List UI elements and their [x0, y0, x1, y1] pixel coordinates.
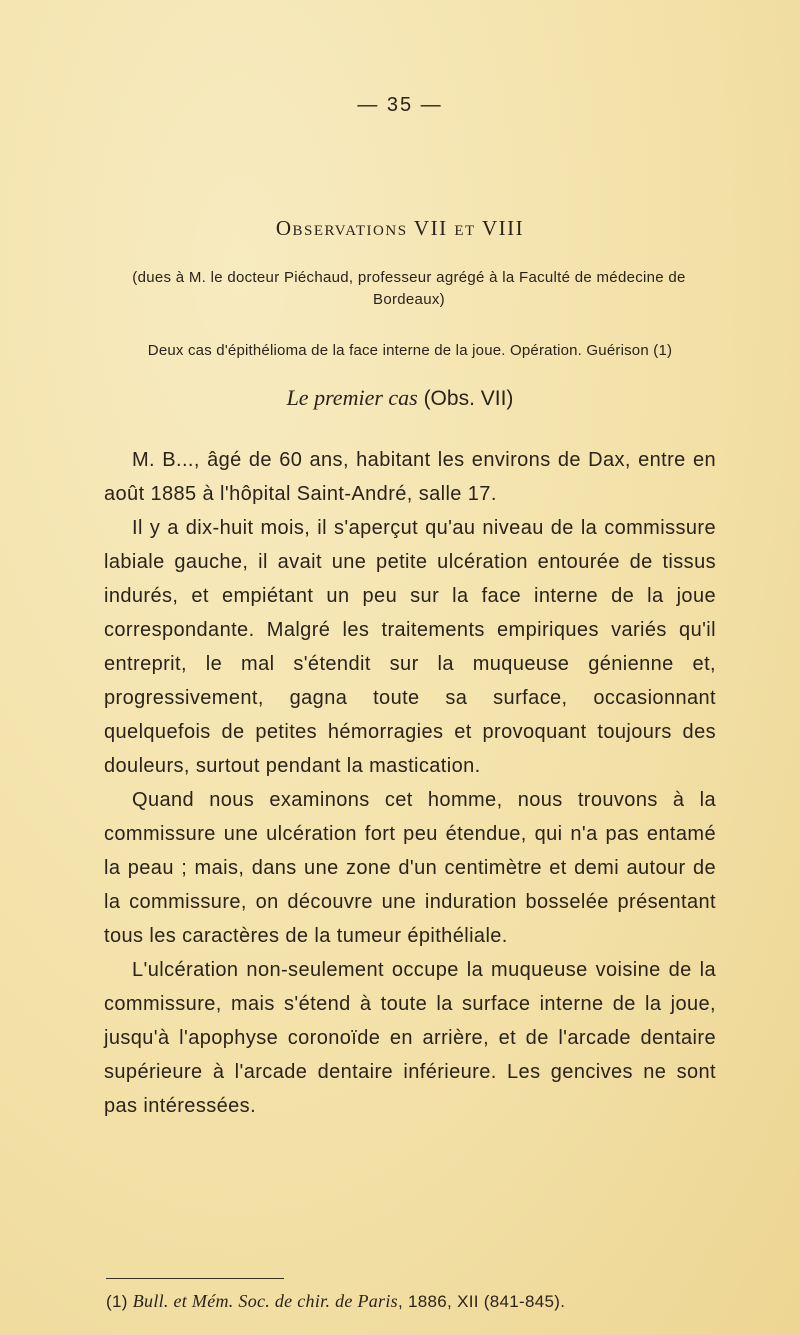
paragraph-4: L'ulcération non-seulement occupe la muqueuse voisine de la commissure, mais s'étend à toute la surface interne de la joue, jusqu'à l'apophyse coronoïde en arrière, et de l'arcade dentaire supérieure à l'arcade dentaire inférieure. Les gencives ne sont pas intéressées. — [104, 959, 716, 1117]
case-heading — [0, 385, 800, 411]
paragraph-3: Quand nous examinons cet homme, nous trouvons à la commissure une ulcération fort peu étendue, qui n'a pas entamé la peau ; mais, dans une zone d'un centimètre et demi autour de la commissure, on découvre une induration bosselée présentant tous les caractères de la tumeur épithéliale. — [104, 789, 716, 947]
section-title: Observations VII et VIII — [275, 216, 525, 240]
footnote-rule — [106, 1278, 284, 1279]
author-credit: (dues à M. le docteur Piéchaud, professeur agrégé à la Faculté de médecine de Bordeaux) — [132, 269, 686, 308]
footnote-citation: Bull. et Mém. Soc. de chir. de Paris — [132, 1291, 398, 1311]
case-heading-italic: Le premier cas — [286, 385, 418, 410]
footnote-details: , 1886, XII (841-845). — [397, 1292, 566, 1311]
paragraph-1: M. B..., âgé de 60 ans, habitant les environs de Dax, entre en août 1885 à l'hôpital Saint-André, salle 17. — [104, 449, 716, 505]
paragraph-2: Il y a dix-huit mois, il s'aperçut qu'au niveau de la commissure labiale gauche, il avait une petite ulcération entourée de tissus indurés, et empiétant un peu sur la face interne de la joue correspondante. Malgré les traitements empiriques variés qu'il entreprit, le mal s'étendit sur la muqueuse génienne et, progressivement, gagna toute sa surface, occasionnant quelquefois de petites hémorragies et provoquant toujours des douleurs, surtout pendant la mastication. — [104, 517, 716, 777]
body-text — [104, 443, 716, 1123]
footnote-marker: (1) — [106, 1292, 128, 1311]
case-heading-rest: (Obs. VII) — [417, 387, 514, 410]
observation-subtitle: Deux cas d'épithélioma de la face interne de la joue. Opération. Guérison (1) — [147, 342, 673, 359]
page-number: — 35 — — [357, 94, 443, 116]
footnote — [106, 1291, 726, 1312]
